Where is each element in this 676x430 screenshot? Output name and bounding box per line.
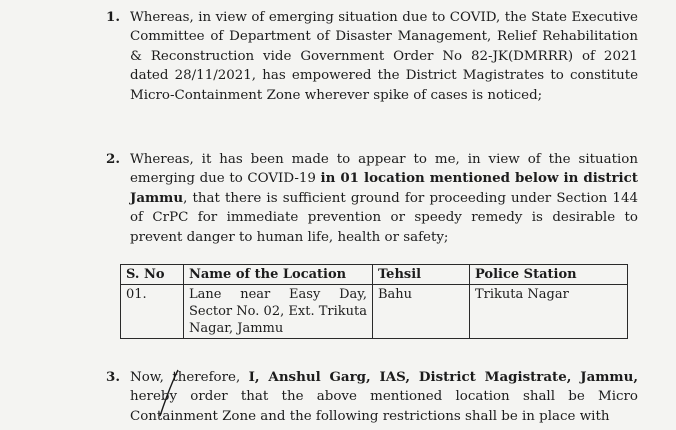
cell-tehsil: Bahu (373, 285, 470, 339)
cell-location: Lane near Easy Day, Sector No. 02, Ext. Trikuta Nagar, Jammu (184, 285, 373, 339)
paragraph-number: 1. (106, 9, 120, 25)
paragraph-text-run: Whereas, in view of emerging situation due to COVID, the State Executive Committee of Department of Disaster Management, Relief Rehabilitation & Reconstruction vide Government Order No 82-JK(DMRRR) of 2021 dated 28/11/2021, has empowered the District Magistrates to constitute Micro-Containment Zone wherever spike of cases is noticed; (130, 10, 638, 103)
header-s-no: S. No (121, 265, 184, 285)
location-table (120, 264, 628, 339)
paragraph-bold-run: I, Anshul Garg, IAS, District Magistrate, Jammu, (248, 369, 638, 385)
header-police-station: Police Station (470, 265, 628, 285)
cell-s-no: 01. (121, 285, 184, 339)
paragraph-text (130, 8, 638, 105)
table-header-row (121, 265, 628, 285)
table-row (121, 285, 628, 339)
ink-mark-icon (152, 368, 192, 418)
header-tehsil: Tehsil (373, 265, 470, 285)
paragraph-text (130, 150, 638, 247)
paragraph-2 (108, 150, 638, 247)
paragraph-text-run: Now, therefore, (130, 370, 249, 385)
header-location: Name of the Location (184, 265, 373, 285)
paragraph-text-run: Whereas, it has been made to appear to me, in view of the situation emerging due to COVID-19 (130, 152, 638, 187)
paragraph-text (130, 368, 638, 426)
paragraph-text-run: , that there is sufficient ground for proceeding under Section 144 of CrPC for immediate prevention or speedy remedy is desirable to prevent danger to human life, health or safety; (130, 190, 638, 245)
paragraph-bold-run: in 01 location mentioned below in district Jammu (130, 170, 638, 206)
paragraph-1 (108, 8, 638, 105)
paragraph-number: 3. (106, 369, 120, 385)
paragraph-text-run: hereby order that the above mentioned location shall be Micro Containment Zone and the following restrictions shall be in place with (130, 389, 638, 424)
cell-police-station: Trikuta Nagar (470, 285, 628, 339)
paragraph-number: 2. (106, 151, 120, 167)
